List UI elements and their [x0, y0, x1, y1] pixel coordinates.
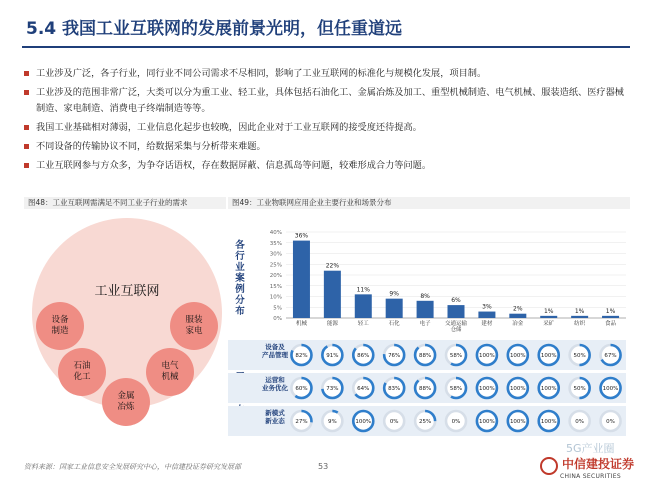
bar-value-label: 8%: [420, 292, 430, 300]
bar: [386, 299, 403, 318]
x-tick-label: 交通运输: [444, 321, 468, 327]
scene-label-operations: 运营和 业务优化: [262, 376, 288, 392]
bar: [478, 312, 495, 318]
page-title: 5.4 我国工业互联网的发展前景光明，但任重道远: [26, 19, 403, 39]
bullet-text: 我国工业基础相对薄弱，工业信息化起步也较晚，因此企业对于工业互联网的接受度还待提高。: [36, 122, 422, 133]
x-tick-label: 仓储: [450, 327, 462, 333]
industry-distribution-label: 各行业案例分布: [235, 240, 245, 317]
bar-value-label: 1%: [574, 307, 585, 315]
ring-percent-label: 91%: [326, 353, 339, 359]
bullet-text: 不同设备的传输协议不同，给数据采集与分析带来难题。: [36, 141, 266, 152]
page-number: 53: [318, 462, 329, 471]
x-tick-label: 建材: [481, 321, 493, 327]
bar: [509, 314, 526, 318]
bullet-text: 工业互联网参与方众多，为争夺话语权，存在数据屏蔽、信息孤岛等问题，较难形成合力等问题。: [36, 160, 432, 171]
ring-percent-label: 76%: [388, 353, 401, 359]
ring-percent-label: 100%: [479, 419, 495, 425]
node-label: 设备 制造: [51, 315, 69, 336]
x-tick-label: 轻工: [357, 321, 369, 327]
bar-value-label: 1%: [543, 307, 554, 315]
bullet-text: 工业涉及广泛，各子行业，同行业不同公司需求不尽相同，影响了工业互联网的标准化与规模化发展，项目制。: [36, 68, 487, 79]
bar: [571, 316, 588, 318]
bar: [355, 294, 372, 318]
ring-percent-label: 0%: [389, 419, 399, 425]
ring-percent-label: 58%: [449, 353, 463, 359]
ring-percent-label: 100%: [355, 419, 372, 425]
ring-percent-label: 82%: [295, 353, 308, 359]
ring-percent-label: 67%: [604, 353, 617, 359]
bar-value-label: 6%: [451, 297, 461, 305]
ring-percent-label: 100%: [602, 386, 619, 392]
bar: [602, 316, 619, 318]
node-label: 金属 冶炼: [117, 391, 135, 412]
bar: [417, 301, 434, 318]
ring-percent-label: 100%: [509, 419, 526, 425]
bar-value-label: 2%: [513, 305, 523, 313]
x-tick-label: 纺织: [574, 321, 586, 327]
ring-percent-label: 50%: [573, 386, 586, 392]
ring-percent-label: 9%: [327, 419, 337, 425]
ring-percent-label: 27%: [295, 419, 308, 425]
ring-percent-label: 0%: [606, 419, 615, 425]
bar-value-label: 22%: [325, 262, 340, 270]
y-tick-label: 5%: [273, 305, 282, 312]
ring-percent-label: 100%: [540, 419, 557, 425]
ring-percent-label: 25%: [418, 419, 432, 425]
logo-cn: 中信建投证券: [562, 457, 635, 471]
y-tick-label: 0%: [273, 316, 282, 322]
ring-percent-label: 100%: [479, 386, 495, 392]
fig49-caption: 图49：工业物联网应用企业主要行业和场景分布: [228, 197, 630, 209]
y-tick-label: 40%: [269, 230, 282, 236]
ring-percent-label: 100%: [540, 353, 557, 359]
bar: [293, 241, 310, 318]
watermark: 5G产业圈: [566, 442, 615, 455]
bar: [324, 271, 341, 318]
bar-value-label: 1%: [605, 307, 616, 315]
bar: [540, 316, 557, 318]
x-tick-label: 电子: [419, 321, 431, 327]
x-tick-label: 采矿: [543, 321, 555, 327]
bar-value-label: 3%: [482, 303, 492, 311]
ring-percent-label: 0%: [575, 419, 585, 425]
scene-label-new-models: 新模式 新业态: [265, 409, 285, 425]
ring-percent-label: 0%: [451, 419, 461, 425]
bar-value-label: 11%: [356, 286, 370, 294]
x-tick-label: 能源: [326, 321, 338, 327]
ring-percent-label: 100%: [540, 386, 557, 392]
logo-en: CHINA SECURITIES: [560, 473, 621, 480]
bullet-text: 工业涉及的范围非常广泛，大类可以分为重工业、轻工业，具体包括石油化工、金属冶炼及加工、重型机械制造、电气机械、服装造纸、医疗器械制造、家电制造、消费电子终端制造等等。: [36, 87, 624, 114]
x-tick-label: 冶金: [512, 321, 524, 327]
bar: [448, 305, 465, 318]
ring-percent-label: 86%: [357, 353, 370, 359]
bar-value-label: 9%: [389, 290, 399, 298]
y-tick-label: 10%: [269, 294, 282, 301]
ring-percent-label: 58%: [449, 386, 463, 392]
ring-percent-label: 100%: [509, 386, 526, 392]
y-tick-label: 15%: [269, 283, 282, 290]
company-logo: [538, 453, 638, 483]
ring-percent-label: 100%: [479, 353, 495, 359]
ring-percent-label: 83%: [388, 386, 401, 392]
node-label: 服装 家电: [185, 315, 203, 336]
x-tick-label: 石化: [388, 321, 400, 327]
ring-percent-label: 60%: [295, 386, 308, 392]
industrial-internet-label: 工业互联网: [94, 284, 160, 299]
ring-percent-label: 88%: [418, 353, 432, 359]
ring-percent-label: 64%: [357, 386, 370, 392]
x-tick-label: 食品: [605, 321, 617, 327]
node-label: 电气 机械: [161, 361, 179, 382]
logo-mark-icon: [540, 457, 558, 475]
y-tick-label: 20%: [269, 273, 282, 279]
fig48-caption: 图48：工业互联网需满足不同工业子行业的需求: [24, 197, 226, 209]
source-note: 资料来源：国家工业信息安全发展研究中心，中信建投证券研究发展部: [24, 463, 241, 471]
scene-label-device: 设备及 产品管理: [262, 343, 288, 359]
ring-percent-label: 100%: [509, 353, 526, 359]
y-tick-label: 30%: [269, 251, 282, 258]
ring-percent-label: 88%: [418, 386, 432, 392]
node-label: 石油 化工: [73, 361, 91, 382]
x-tick-label: 机械: [295, 321, 307, 327]
bar-value-label: 36%: [294, 232, 309, 240]
ring-percent-label: 50%: [573, 353, 586, 359]
ring-percent-label: 73%: [326, 386, 339, 392]
y-tick-label: 25%: [269, 262, 282, 269]
y-tick-label: 35%: [269, 240, 282, 247]
